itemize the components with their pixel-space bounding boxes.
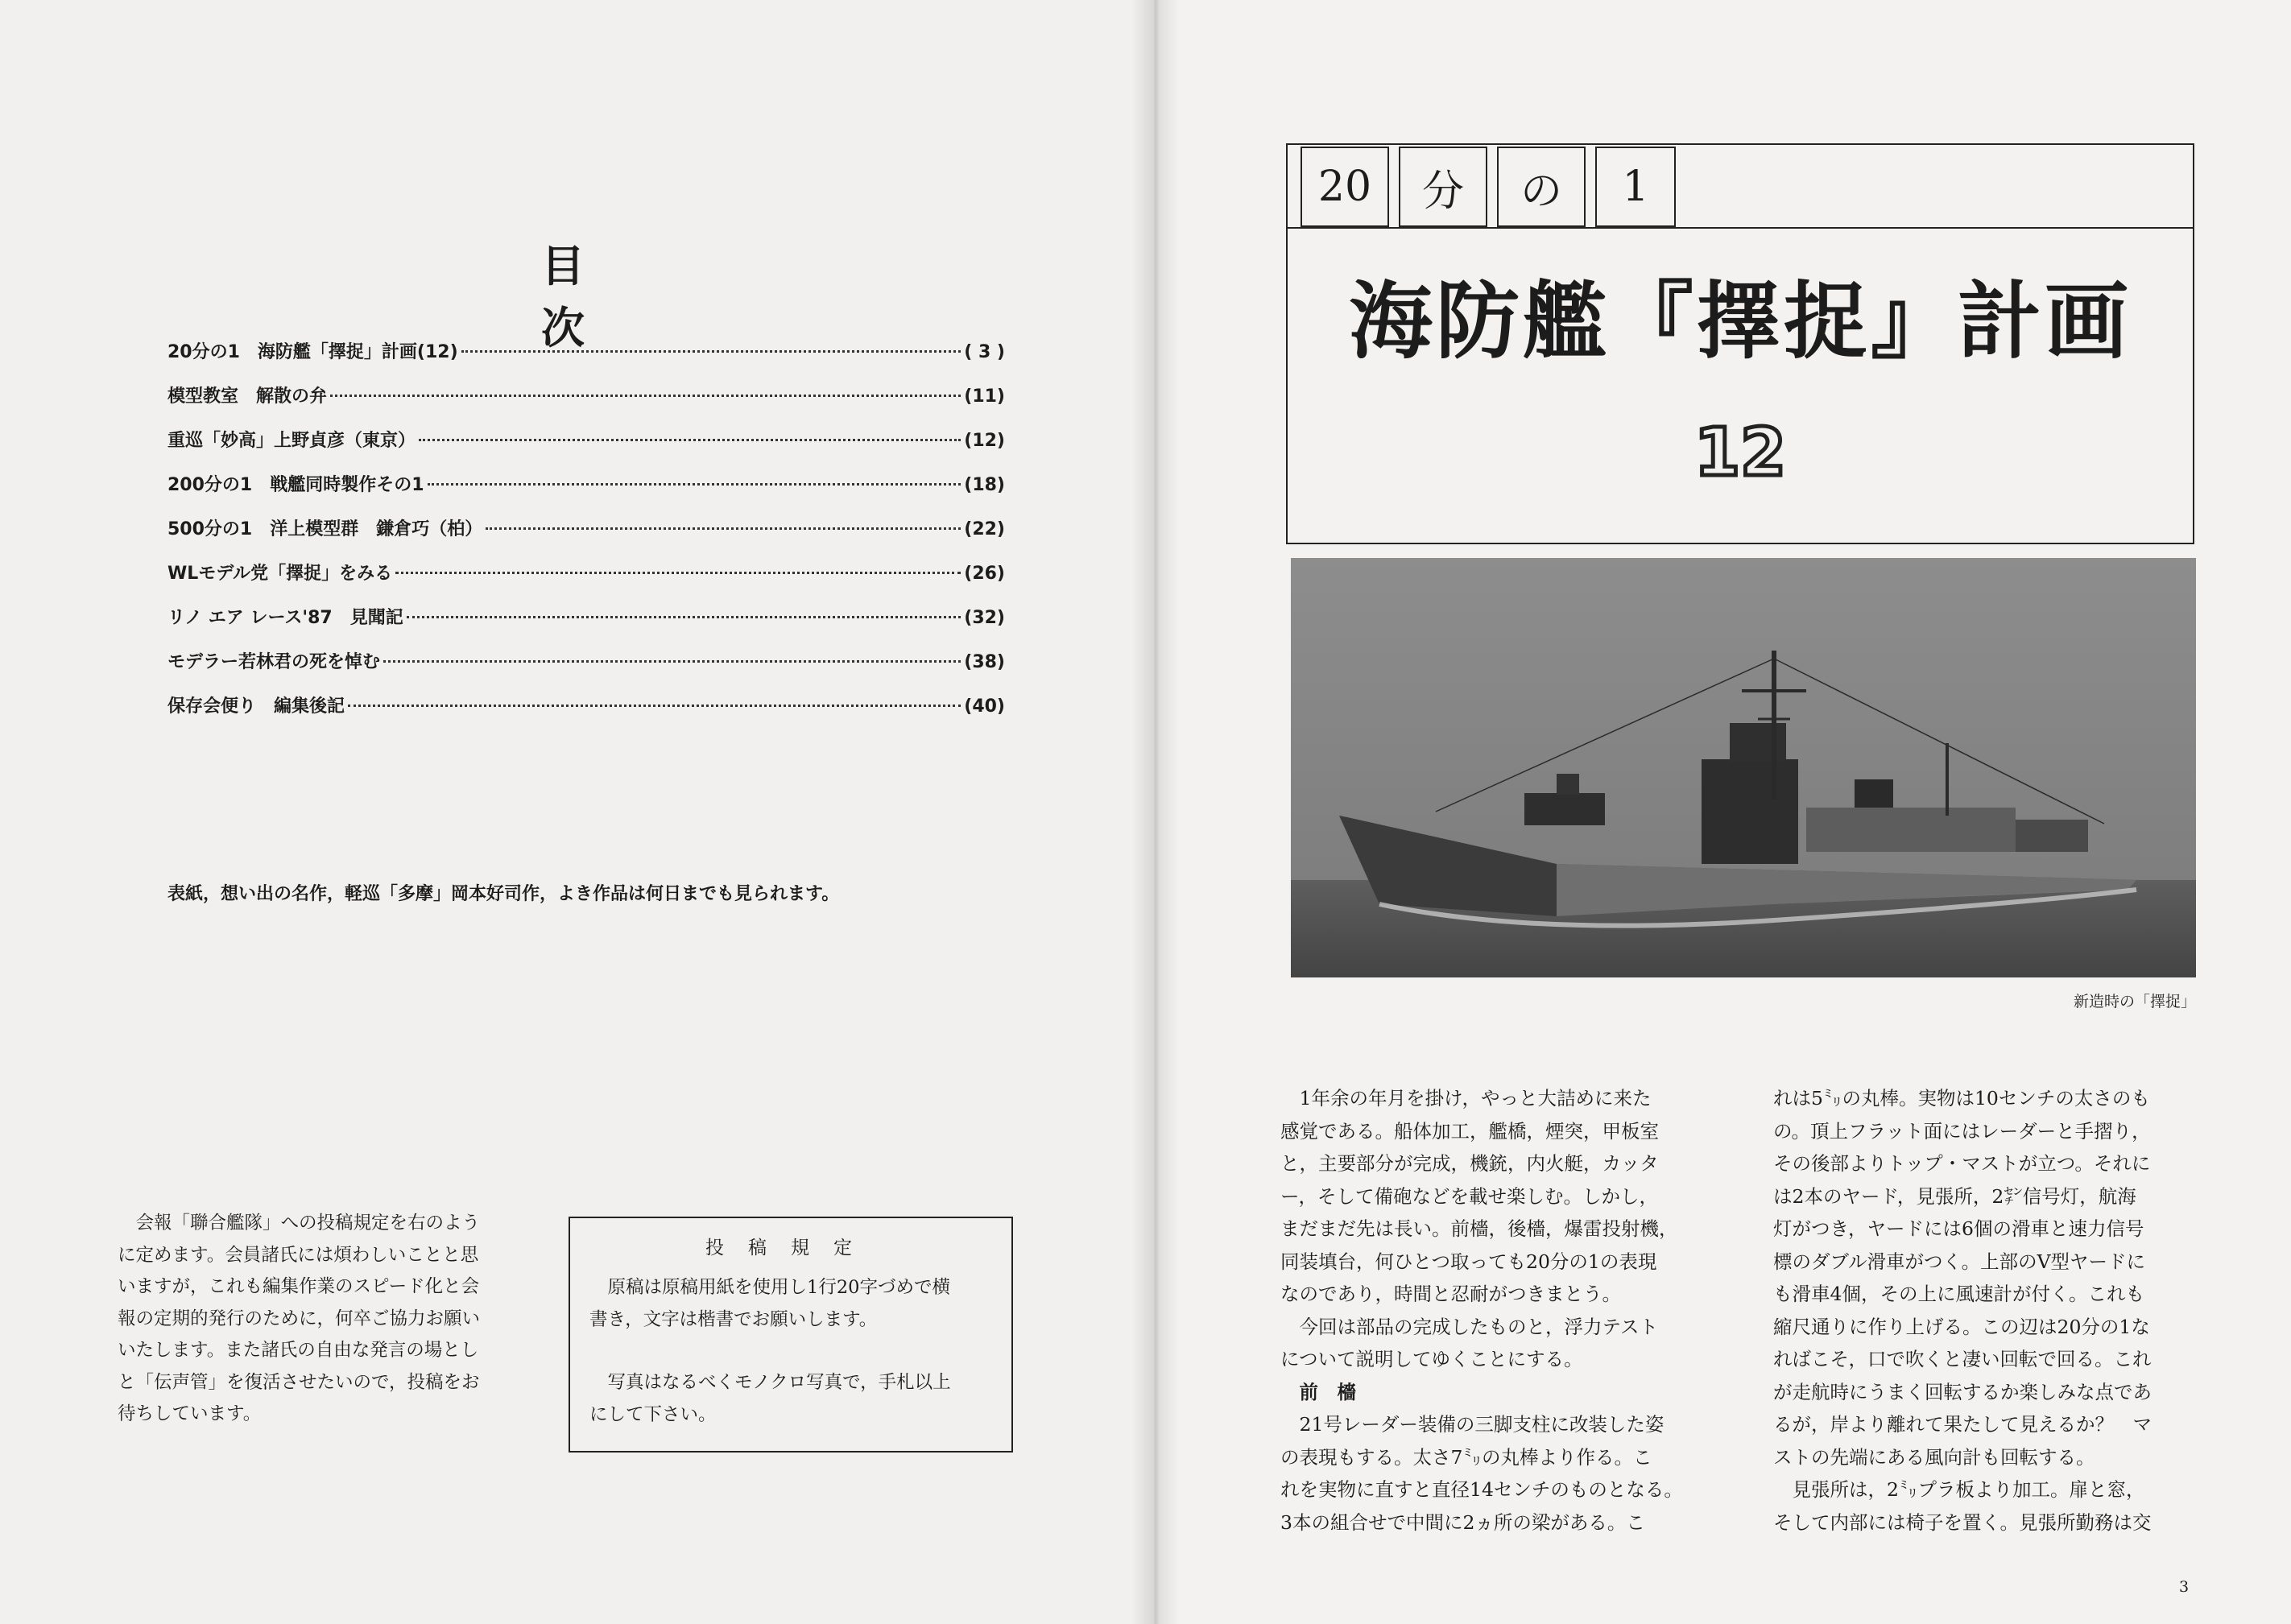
series-cell: 20 [1301, 147, 1389, 227]
toc-entry[interactable] [167, 338, 1005, 382]
toc-title: 目 次 [541, 241, 635, 353]
article-title: 海防艦『擇捉』計画 [1348, 272, 2132, 370]
notice-line: 報の定期的発行のために，何卒ご協力お願い [118, 1308, 481, 1329]
article-line: 標のダブル滑車がつく。上部のV型ヤードに [1773, 1250, 2146, 1273]
toc-entry-label: 重巡「妙高」上野貞彦（東京） [167, 431, 416, 451]
article-line: 1年余の年月を掛け，やっと大詰めに来た [1280, 1087, 1652, 1110]
article-line: の表現もする。太さ7㍉の丸棒より作る。こ [1280, 1445, 1652, 1469]
series-divider [1288, 227, 2193, 229]
toc-leader-dots [348, 704, 961, 707]
rules-line: 写真はなるべくモノクロ写真で，手札以上 [589, 1372, 951, 1393]
article-line: れを実物に直すと直径14センチのものとなる。 [1280, 1478, 1683, 1501]
toc-leader-dots [407, 615, 961, 618]
toc-entry-label: 保存会便り 編集後記 [167, 696, 345, 717]
series-label [1301, 147, 1676, 227]
rules-line: 原稿は原稿用紙を使用し1行20字づめで横 [589, 1277, 950, 1298]
toc-entry[interactable] [167, 692, 1005, 737]
article-line: 灯がつき，ヤードには6個の滑車と速力信号 [1773, 1217, 2144, 1240]
article-line: について説明してゆくことにする。 [1280, 1348, 1583, 1370]
toc-entry-page: (26) [964, 564, 1005, 584]
article-line: 見張所は，2㍉プラ板より加工。扉と窓， [1773, 1478, 2145, 1501]
notice-line: 会報「聯合艦隊」への投稿規定を右のよう [118, 1213, 481, 1233]
rules-paragraph-1 [589, 1271, 1008, 1336]
toc-leader-dots [486, 527, 961, 530]
article-line: 感覚である。船体加工，艦橋，煙突，甲板室 [1280, 1119, 1659, 1143]
article-line: れは5㍉の丸棒。実物は10センチの太さのも [1773, 1087, 2150, 1110]
article-line: 同装填台，何ひとつ取っても20分の1の表現 [1280, 1250, 1657, 1273]
toc-leader-dots [330, 394, 961, 397]
article-line: は2本のヤード，見張所，2㌢信号灯，航海 [1773, 1184, 2136, 1208]
article-line: なのであり，時間と忍耐がつきまとう。 [1280, 1283, 1621, 1305]
toc-list [167, 338, 1005, 737]
article-line: 3本の組合せで中間に2ヵ所の梁がある。こ [1280, 1510, 1645, 1534]
article-line: が走航時にうまく回転するか楽しみな点であ [1773, 1380, 2152, 1403]
toc-entry-label: 500分の1 洋上模型群 鎌倉巧（柏） [167, 519, 483, 539]
article-line: も滑車4個，その上に風速計が付く。これも [1773, 1283, 2144, 1305]
notice-line: に定めます。会員諸氏には煩わしいことと思 [118, 1244, 479, 1266]
toc-entry-page: (38) [964, 652, 1005, 672]
toc-entry-page: (12) [964, 431, 1005, 451]
ship-photo-image [1291, 558, 2196, 977]
article-part-number: 12 [1693, 415, 1787, 491]
article-line: そして内部には椅子を置く。見張所勤務は交 [1773, 1510, 2152, 1534]
notice-line: いますが，これも編集作業のスピード化と会 [118, 1276, 480, 1297]
toc-entry-page: (22) [964, 519, 1005, 539]
photo-caption: 新造時の「擇捉」 [2073, 993, 2196, 1010]
article-line: ー，そして備砲などを載せ楽しむ。しかし， [1280, 1184, 1659, 1208]
rules-line: 書き，文字は楷書でお願いします。 [589, 1309, 878, 1330]
toc-entry-label: リノ エア レース'87 見聞記 [167, 608, 403, 628]
right-page [1153, 0, 2291, 1624]
toc-entry-label: 200分の1 戦艦同時製作その1 [167, 475, 424, 495]
toc-entry[interactable] [167, 604, 1005, 648]
article-line: ればこそ，口で吹くと凄い回転で回る。これ [1773, 1348, 2152, 1370]
article-line: ストの先端にある風向計も回転する。 [1773, 1445, 2095, 1469]
toc-entry-label: WLモデル党「擇捉」をみる [167, 564, 393, 584]
toc-entry[interactable] [167, 648, 1005, 692]
toc-leader-dots [383, 659, 961, 663]
toc-entry-page: (32) [964, 608, 1005, 628]
article-line: 今回は部品の完成したものと，浮力テスト [1280, 1315, 1659, 1338]
article-header-box [1286, 143, 2194, 544]
toc-entry-page: ( 3 ) [964, 342, 1005, 362]
article-line: まだまだ先は長い。前檣，後檣，爆雷投射機， [1280, 1217, 1678, 1240]
submission-rules-box [569, 1217, 1013, 1453]
toc-entry-label: 模型教室 解散の弁 [167, 386, 328, 407]
toc-entry-page: (40) [964, 696, 1005, 717]
toc-entry-label: モデラー若林君の死を悼む [167, 652, 381, 672]
toc-entry[interactable] [167, 382, 1005, 427]
toc-entry-page: (18) [964, 475, 1005, 495]
article-line: るが，岸より離れて果たして見えるか？ マ [1773, 1413, 2152, 1436]
toc-entry-page: (11) [964, 386, 1005, 407]
page-number: 3 [2179, 1578, 2190, 1596]
rules-line: にして下さい。 [589, 1404, 717, 1425]
article-line: の。頂上フラット面にはレーダーと手摺り， [1773, 1119, 2151, 1143]
submission-notice [118, 1208, 520, 1431]
rules-title: 投稿規定 [705, 1238, 876, 1258]
toc-leader-dots [395, 571, 961, 574]
article-line: 21号レーダー装備の三脚支柱に改装した姿 [1280, 1413, 1664, 1436]
toc-leader-dots [461, 349, 961, 353]
section-heading: 前 檣 [1280, 1380, 1356, 1403]
article-line: その後部よりトップ・マストが立つ。それに [1773, 1152, 2151, 1175]
toc-entry-label: 20分の1 海防艦「擇捉」計画(12) [167, 342, 458, 362]
ship-photo [1291, 558, 2196, 977]
article-column-2 [1773, 1082, 2224, 1539]
cover-note: 表紙，想い出の名作，軽巡「多摩」岡本好司作，よき作品は何日までも見られます。 [167, 884, 840, 904]
series-cell: 1 [1595, 147, 1676, 227]
toc-entry[interactable] [167, 560, 1005, 604]
toc-entry[interactable] [167, 515, 1005, 560]
article-column-1 [1280, 1082, 1747, 1539]
article-line: と，主要部分が完成，機銃，内火艇，カッタ [1280, 1152, 1659, 1175]
notice-line: 待ちしています。 [118, 1403, 262, 1424]
notice-line: と「伝声管」を復活させたいので，投稿をお [118, 1371, 480, 1393]
notice-line: いたします。また諸氏の自由な発言の場とし [118, 1340, 479, 1361]
toc-leader-dots [428, 482, 961, 486]
article-line: 縮尺通りに作り上げる。この辺は20分の1な [1773, 1315, 2150, 1338]
series-cell: の [1497, 147, 1586, 227]
toc-entry[interactable] [167, 471, 1005, 515]
rules-paragraph-2 [589, 1366, 1008, 1431]
series-cell: 分 [1399, 147, 1487, 227]
book-gutter [1131, 0, 1180, 1624]
toc-entry[interactable] [167, 427, 1005, 471]
toc-leader-dots [419, 438, 961, 441]
